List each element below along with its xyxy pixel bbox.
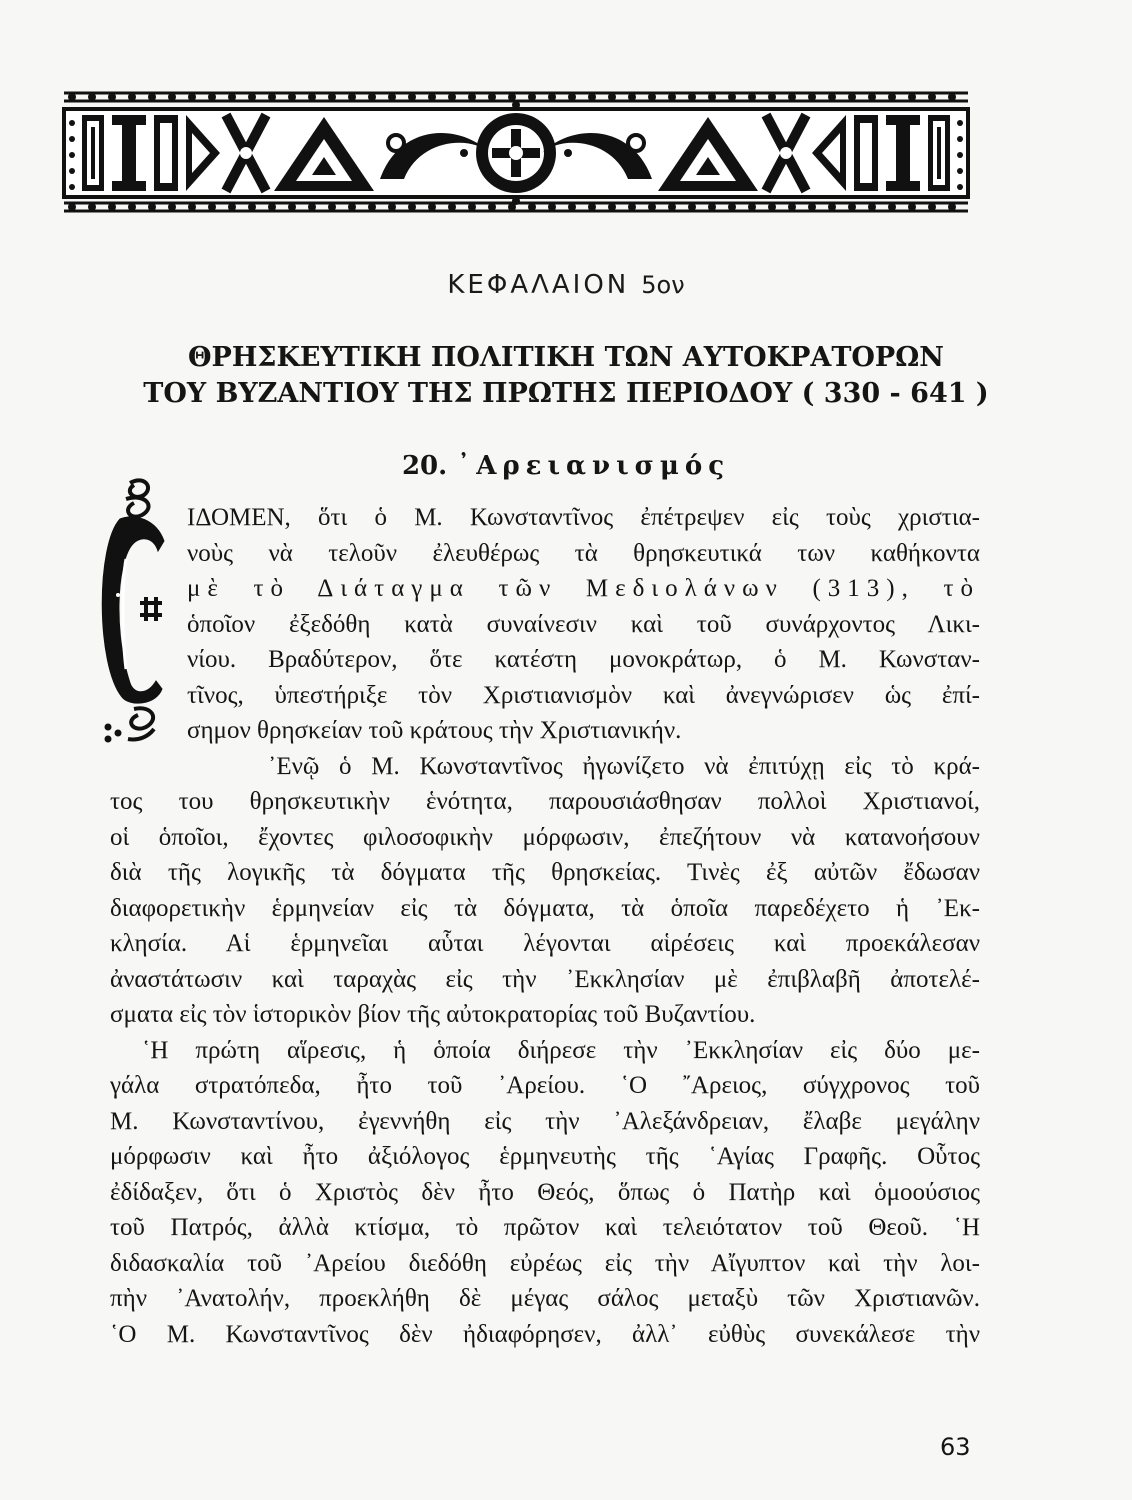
text-line: τος του θρησκευτικὴν ἑνότητα, παρουσιάσθησαν πολλοὶ Χριστιανοί,: [110, 788, 980, 815]
text-line: διδασκαλία τοῦ ᾽Αρείου διεδόθη εὐρέως εἰς τὴν Αἴγυπτον καὶ τὴν λοι-: [110, 1249, 980, 1277]
page-number: 63: [940, 1433, 971, 1461]
text-line: ΙΔΟΜΕΝ, ὅτι ὁ Μ. Κωνσταντῖνος ἐπέτρεψεν εἰς τοὺς χριστια-: [187, 504, 980, 531]
section-title: ᾽Αρειανισμός: [457, 451, 731, 481]
chapter-title: [60, 340, 1072, 412]
text-line: ῾Η πρώτη αἵρεσις, ἡ ὁποία διήρεσε τὴν ᾽Εκκλησίαν εἰς δύο με-: [142, 1036, 980, 1064]
text-line: τῖνος, ὑπεστήριξε τὸν Χριστιανισμὸν καὶ ἀνεγνώρισεν ὡς ἐπί-: [187, 681, 980, 709]
chapter-label: ΚΕΦΑΛΑΙΟΝ: [447, 270, 630, 300]
text-line: Μ. Κωνσταντίνου, ἐγεννήθη εἰς τὴν ᾽Αλεξάνδρειαν, ἔλαβε μεγάλην: [110, 1107, 980, 1135]
paragraph: [110, 749, 980, 1033]
text-line: νίου. Βραδύτερον, ὅτε κατέστη μονοκράτωρ, ὁ Μ. Κωνσταν-: [187, 646, 980, 673]
text-line: διαφορετικὴν ἑρμηνείαν εἰς τὰ δόγματα, τὰ ὁποῖα παρεδέχετο ἡ ᾽Εκ-: [110, 894, 980, 922]
body-text: [110, 500, 980, 1352]
text-line: νοὺς νὰ τελοῦν ἐλευθέρως τὰ θρησκευτικά των καθήκοντα: [187, 539, 980, 567]
chapter-heading: [0, 270, 1132, 300]
chapter-title-line-1: ΘΡΗΣΚΕΥΤΙΚΗ ΠΟΛΙΤΙΚΗ ΤΩΝ ΑΥΤΟΚΡΑΤΟΡΩΝ: [188, 342, 944, 373]
text-line: ᾽Ενῷ ὁ Μ. Κωνσταντῖνος ἠγωνίζετο νὰ ἐπιτύχῃ εἰς τὸ κρά-: [268, 752, 980, 780]
text-line: πὴν ᾽Ανατολήν, προεκλήθη δὲ μέγας σάλος μεταξὺ τῶν Χριστιανῶν.: [110, 1285, 980, 1312]
text-line: μὲ τὸ Διάταγμα τῶν Μεδιολάνων (313), τὸ: [187, 575, 980, 602]
text-line: ἐδίδαξεν, ὅτι ὁ Χριστὸς δὲν ἦτο Θεός, ὅπως ὁ Πατὴρ καὶ ὁμοούσιος: [110, 1178, 980, 1206]
text-line: διὰ τῆς λογικῆς τὰ δόγματα τῆς θρησκείας. Τινὲς ἐξ αὐτῶν ἔδωσαν: [110, 859, 980, 886]
text-line: ἀναστάτωσιν καὶ ταραχὰς εἰς τὴν ᾽Εκκλησίαν μὲ ἐπιβλαβῆ ἀποτελέ-: [110, 965, 980, 993]
section-number: 20.: [401, 451, 448, 481]
text-line: σματα εἰς τὸν ἱστορικὸν βίον τῆς αὐτοκρατορίας τοῦ Βυζαντίου.: [110, 1001, 756, 1028]
text-line: σημον θρησκείαν τοῦ κράτους τὴν Χριστιανικήν.: [187, 717, 682, 744]
text-line: ὁποῖον ἐξεδόθη κατὰ συναίνεσιν καὶ τοῦ συνάρχοντος Λικι-: [187, 610, 980, 638]
text-line: κλησία. Αἱ ἑρμηνεῖαι αὗται λέγονται αἱρέσεις καὶ προεκάλεσαν: [110, 930, 980, 957]
paragraph: [110, 1033, 980, 1353]
ornamental-header-band: [60, 83, 972, 221]
text-line: ῾Ο Μ. Κωνσταντῖνος δὲν ἠδιαφόρησεν, ἀλλ᾽ εὐθὺς συνεκάλεσε τὴν: [110, 1320, 980, 1348]
section-heading: [0, 451, 1132, 481]
text-line: τοῦ Πατρός, ἀλλὰ κτίσμα, τὸ πρῶτον καὶ τελειότατον τοῦ Θεοῦ. ῾Η: [110, 1214, 980, 1241]
text-line: μόρφωσιν καὶ ἦτο ἀξιόλογος ἑρμηνευτὴς τῆς ῾Αγίας Γραφῆς. Οὗτος: [110, 1143, 980, 1170]
text-line: γάλα στρατόπεδα, ἦτο τοῦ ᾽Αρείου. ῾Ο ῎Αρειος, σύγχρονος τοῦ: [110, 1072, 980, 1099]
paragraph: [110, 500, 980, 749]
chapter-number: 5ον: [641, 271, 685, 299]
chapter-title-line-2: ΤΟΥ ΒΥΖΑΝΤΙΟΥ ΤΗΣ ΠΡΩΤΗΣ ΠΕΡΙΟΔΟΥ ( 330 - 641 ): [143, 378, 989, 409]
text-line: οἱ ὁποῖοι, ἔχοντες φιλοσοφικὴν μόρφωσιν, ἐπεζήτουν νὰ κατανοήσουν: [110, 823, 980, 851]
